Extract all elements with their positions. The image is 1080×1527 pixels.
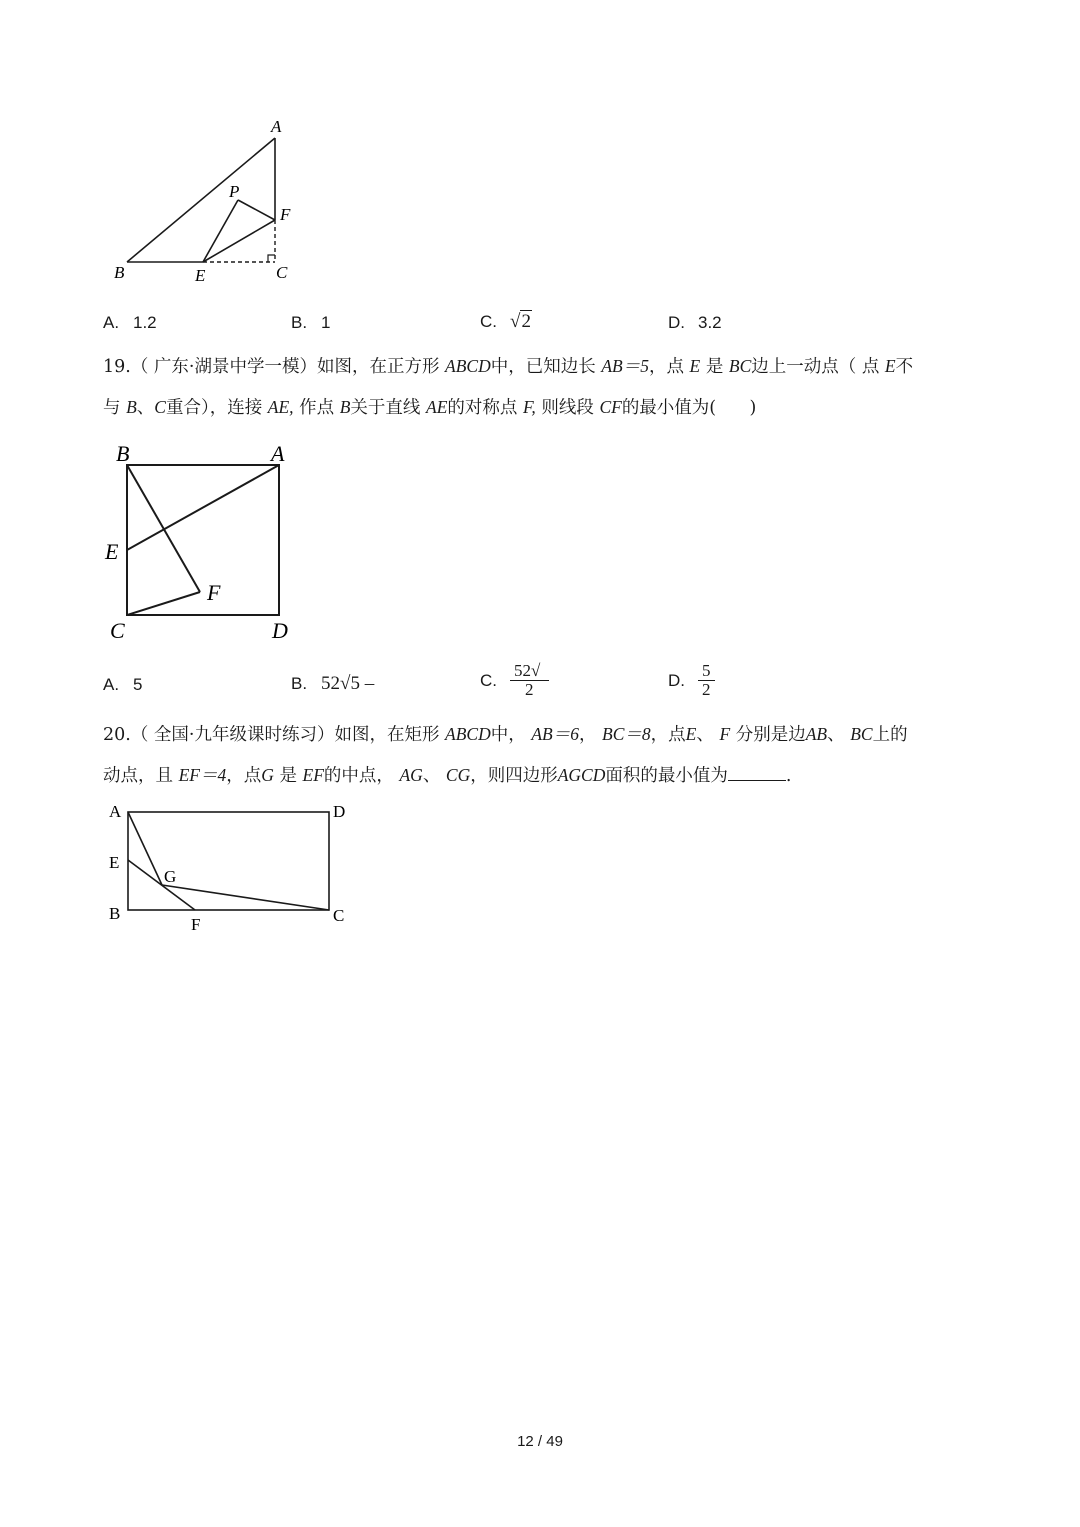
q19-text: 如图，在正方形 xyxy=(316,357,440,377)
figure-q18-svg xyxy=(100,110,320,290)
option-value: 3.2 xyxy=(698,313,722,332)
q19-text: 的最小值为( xyxy=(621,398,717,418)
question-source: （ 广东·湖景中学一模） xyxy=(130,357,317,377)
q19-math: B xyxy=(339,397,351,417)
line-EF xyxy=(128,860,195,910)
q20-math: CG xyxy=(445,765,471,785)
denominator: 2 xyxy=(702,680,711,699)
fraction xyxy=(698,662,715,699)
numerator: 5 xyxy=(698,662,715,681)
figure-q19-svg xyxy=(100,437,310,647)
option-letter: B. xyxy=(291,674,308,693)
square-ABCD xyxy=(127,465,279,615)
label-F: F xyxy=(207,580,221,605)
line-GC xyxy=(162,885,329,910)
question-20-line-1 xyxy=(103,714,983,755)
option-radicand: 5 xyxy=(350,673,360,694)
q19-option-d[interactable] xyxy=(668,662,715,699)
figure-q19 xyxy=(100,437,310,647)
q20-text: 、 xyxy=(827,725,845,745)
label-F: F xyxy=(191,915,201,934)
q18-option-c[interactable] xyxy=(480,311,532,333)
option-value: 2 xyxy=(521,311,531,332)
q19-text: 不 xyxy=(895,357,914,377)
figure-q18 xyxy=(100,110,320,290)
line-AG xyxy=(128,812,162,885)
label-A: A xyxy=(271,441,285,466)
q20-math: AB＝6 xyxy=(531,724,579,744)
option-suffix: – xyxy=(364,673,375,694)
label-F: F xyxy=(280,205,291,224)
q20-text: ， xyxy=(578,725,597,745)
label-C: C xyxy=(276,263,288,282)
q20-text: 、 xyxy=(696,725,714,745)
option-letter: C. xyxy=(480,312,497,331)
numerator-prefix: 52 xyxy=(514,661,531,680)
q20-text: 动点，且 xyxy=(103,766,173,786)
q20-math: AG xyxy=(399,765,423,785)
question-19-line-1 xyxy=(103,346,983,387)
label-A: A xyxy=(271,117,282,136)
question-19 xyxy=(103,346,983,428)
q19-math: BC xyxy=(728,356,752,376)
q19-math: AE, xyxy=(267,397,294,417)
question-source: （ 全国·九年级课时练习） xyxy=(130,725,335,745)
q20-math: EF xyxy=(302,765,324,785)
label-D: D xyxy=(272,618,288,643)
option-letter: C. xyxy=(480,670,497,690)
q20-text: 、 xyxy=(422,766,441,786)
q20-text: ，则四边形 xyxy=(470,766,558,786)
q20-text: 如图，在矩形 xyxy=(334,725,440,745)
answer-blank[interactable] xyxy=(728,762,786,781)
q19-text: 则线段 xyxy=(541,398,594,418)
label-P: P xyxy=(229,182,240,201)
figure-q20 xyxy=(100,797,360,937)
q19-text: 关于直线 xyxy=(350,398,421,418)
label-E: E xyxy=(195,266,206,285)
q19-math: E xyxy=(884,356,896,376)
question-19-line-2 xyxy=(103,387,983,428)
q20-math: E xyxy=(685,724,697,744)
q19-text: 与 xyxy=(103,398,121,418)
q18-option-a[interactable] xyxy=(103,313,157,333)
q20-math: BC＝8 xyxy=(602,724,651,744)
q19-text: ，点 xyxy=(648,357,684,377)
option-letter: D. xyxy=(668,670,685,690)
q19-math: ABCD xyxy=(445,356,491,376)
question-20-line-2 xyxy=(103,755,983,796)
q19-math: B xyxy=(126,397,137,417)
q20-text: ，点 xyxy=(650,725,686,745)
option-value: 1 xyxy=(321,313,331,332)
q20-text: 是 xyxy=(279,766,297,786)
label-E: E xyxy=(105,539,119,564)
q19-text: 边上一动点（ 点 xyxy=(751,357,880,377)
q20-math: G xyxy=(261,765,274,785)
label-B: B xyxy=(114,263,125,282)
q19-math: CF xyxy=(599,397,622,417)
label-A: A xyxy=(109,802,122,821)
option-prefix: 52 xyxy=(321,673,340,694)
q19-option-a[interactable] xyxy=(103,675,142,695)
q20-text: 上的 xyxy=(872,725,908,745)
q19-math: C xyxy=(154,397,166,417)
line-PF xyxy=(238,200,275,220)
line-BA xyxy=(127,138,275,262)
q20-text: 面积的最小值为 xyxy=(605,766,728,786)
q20-math: ABCD xyxy=(445,724,491,744)
option-value: 1.2 xyxy=(133,313,157,332)
option-letter: B. xyxy=(291,313,308,332)
question-number: 20. xyxy=(103,725,131,745)
q18-option-d[interactable] xyxy=(668,313,722,333)
label-G: G xyxy=(164,867,177,886)
fraction xyxy=(510,662,549,699)
q20-math: AB xyxy=(805,724,828,744)
line-CF xyxy=(127,592,200,615)
label-B: B xyxy=(116,441,130,466)
right-angle-mark xyxy=(268,255,275,262)
denominator: 2 xyxy=(525,680,534,699)
q19-math: F, xyxy=(522,397,536,417)
q19-math: E xyxy=(689,356,701,376)
q19-text: 重合），连接 xyxy=(165,398,263,418)
q19-text: ) xyxy=(749,398,757,418)
line-EA xyxy=(127,465,279,550)
label-C: C xyxy=(333,906,345,925)
question-number: 19. xyxy=(103,357,131,377)
label-C: C xyxy=(110,618,125,643)
q19-option-b[interactable] xyxy=(291,673,374,695)
numerator: 52√ xyxy=(510,662,549,681)
label-B: B xyxy=(109,904,121,923)
q20-text: 分别是边 xyxy=(735,725,806,745)
q20-text: 的中点， xyxy=(323,766,394,786)
q19-text: 、 xyxy=(136,398,155,418)
q19-text: 中，已知边长 xyxy=(490,357,596,377)
sqrt-expression: 52√5 – xyxy=(321,673,375,694)
option-value: 5 xyxy=(133,675,143,694)
line-BF xyxy=(127,465,200,592)
q18-option-b[interactable] xyxy=(291,313,330,333)
q20-math: BC xyxy=(850,724,873,744)
q20-text: ，点 xyxy=(226,766,262,786)
option-letter: A. xyxy=(103,313,120,332)
line-EF xyxy=(203,220,275,262)
page-number: 12 / 49 xyxy=(517,1433,563,1450)
label-E: E xyxy=(109,853,120,872)
q19-text: 作点 xyxy=(299,398,335,418)
figure-q20-svg xyxy=(100,797,360,937)
q20-math: F xyxy=(719,724,731,744)
question-20 xyxy=(103,714,983,796)
q20-math: EF＝4 xyxy=(178,765,227,785)
q20-text: . xyxy=(785,766,792,786)
q19-option-c[interactable] xyxy=(480,662,549,699)
label-D: D xyxy=(333,802,346,821)
q19-math: AB＝5 xyxy=(601,356,649,376)
q19-text: 的对称点 xyxy=(447,398,518,418)
option-letter: D. xyxy=(668,313,685,332)
q20-text: 中， xyxy=(490,725,526,745)
option-letter: A. xyxy=(103,675,120,694)
sqrt-expression: √2 xyxy=(510,311,531,332)
q19-text: 是 xyxy=(705,357,724,377)
q20-math: AGCD xyxy=(557,765,606,785)
q19-math: AE xyxy=(426,397,448,417)
